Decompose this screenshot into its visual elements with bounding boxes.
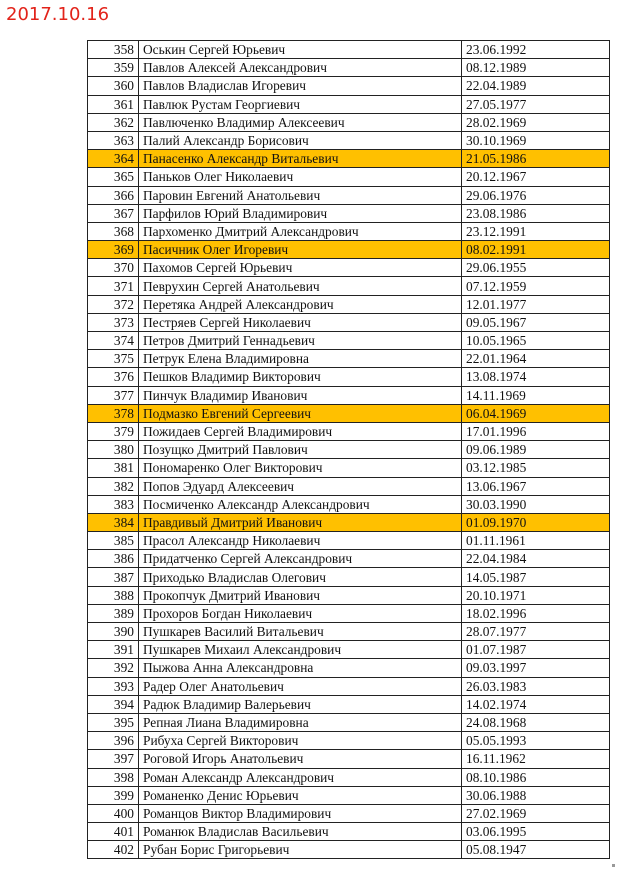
- full-name-cell: Пешков Владимир Викторович: [139, 368, 462, 386]
- birth-date-cell: 20.10.1971: [462, 586, 610, 604]
- row-number-cell: 366: [88, 186, 139, 204]
- page-corner-mark: [612, 864, 615, 867]
- table-row: [88, 459, 610, 477]
- full-name-cell: Придатченко Сергей Александрович: [139, 550, 462, 568]
- full-name-cell: Панасенко Александр Витальевич: [139, 150, 462, 168]
- row-number-cell: 365: [88, 168, 139, 186]
- full-name-cell: Пахомов Сергей Юрьевич: [139, 259, 462, 277]
- table-row: [88, 222, 610, 240]
- birth-date-cell: 23.06.1992: [462, 41, 610, 59]
- row-number-cell: 384: [88, 513, 139, 531]
- table-row: [88, 695, 610, 713]
- birth-date-cell: 28.02.1969: [462, 113, 610, 131]
- full-name-cell: Позущко Дмитрий Павлович: [139, 441, 462, 459]
- full-name-cell: Пушкарев Михаил Александрович: [139, 641, 462, 659]
- birth-date-cell: 24.08.1968: [462, 713, 610, 731]
- birth-date-cell: 22.04.1989: [462, 77, 610, 95]
- birth-date-cell: 27.02.1969: [462, 804, 610, 822]
- row-number-cell: 386: [88, 550, 139, 568]
- table-row: [88, 131, 610, 149]
- full-name-cell: Паньков Олег Николаевич: [139, 168, 462, 186]
- full-name-cell: Пинчук Владимир Иванович: [139, 386, 462, 404]
- row-number-cell: 373: [88, 313, 139, 331]
- row-number-cell: 399: [88, 786, 139, 804]
- table-row: [88, 441, 610, 459]
- birth-date-cell: 08.10.1986: [462, 768, 610, 786]
- table-row: [88, 623, 610, 641]
- full-name-cell: Посмиченко Александр Александрович: [139, 495, 462, 513]
- row-number-cell: 387: [88, 568, 139, 586]
- row-number-cell: 360: [88, 77, 139, 95]
- birth-date-cell: 14.02.1974: [462, 695, 610, 713]
- birth-date-cell: 23.08.1986: [462, 204, 610, 222]
- full-name-cell: Правдивый Дмитрий Иванович: [139, 513, 462, 531]
- row-number-cell: 367: [88, 204, 139, 222]
- full-name-cell: Пестряев Сергей Николаевич: [139, 313, 462, 331]
- full-name-cell: Певрухин Сергей Анатольевич: [139, 277, 462, 295]
- birth-date-cell: 08.02.1991: [462, 241, 610, 259]
- birth-date-cell: 05.08.1947: [462, 841, 610, 859]
- table-row: [88, 550, 610, 568]
- birth-date-cell: 17.01.1996: [462, 422, 610, 440]
- row-number-cell: 383: [88, 495, 139, 513]
- table-row: [88, 586, 610, 604]
- full-name-cell: Прасол Александр Николаевич: [139, 532, 462, 550]
- full-name-cell: Павлюченко Владимир Алексеевич: [139, 113, 462, 131]
- full-name-cell: Рибуха Сергей Викторович: [139, 732, 462, 750]
- birth-date-cell: 09.05.1967: [462, 313, 610, 331]
- birth-date-cell: 01.07.1987: [462, 641, 610, 659]
- row-number-cell: 398: [88, 768, 139, 786]
- table-row: [88, 113, 610, 131]
- full-name-cell: Петрук Елена Владимировна: [139, 350, 462, 368]
- row-number-cell: 379: [88, 422, 139, 440]
- table-row: [88, 77, 610, 95]
- birth-date-cell: 10.05.1965: [462, 332, 610, 350]
- birth-date-cell: 14.11.1969: [462, 386, 610, 404]
- birth-date-cell: 14.05.1987: [462, 568, 610, 586]
- birth-date-cell: 29.06.1955: [462, 259, 610, 277]
- table-row: [88, 604, 610, 622]
- row-number-cell: 395: [88, 713, 139, 731]
- birth-date-cell: 27.05.1977: [462, 95, 610, 113]
- table-row: [88, 841, 610, 859]
- row-number-cell: 364: [88, 150, 139, 168]
- birth-date-cell: 23.12.1991: [462, 222, 610, 240]
- birth-date-cell: 22.01.1964: [462, 350, 610, 368]
- row-number-cell: 385: [88, 532, 139, 550]
- full-name-cell: Пасичник Олег Игоревич: [139, 241, 462, 259]
- full-name-cell: Оськин Сергей Юрьевич: [139, 41, 462, 59]
- row-number-cell: 363: [88, 131, 139, 149]
- table-row: [88, 804, 610, 822]
- table-row: [88, 768, 610, 786]
- row-number-cell: 396: [88, 732, 139, 750]
- birth-date-cell: 05.05.1993: [462, 732, 610, 750]
- full-name-cell: Павлов Владислав Игоревич: [139, 77, 462, 95]
- birth-date-cell: 28.07.1977: [462, 623, 610, 641]
- birth-date-cell: 09.03.1997: [462, 659, 610, 677]
- row-number-cell: 388: [88, 586, 139, 604]
- table-row: [88, 532, 610, 550]
- row-number-cell: 378: [88, 404, 139, 422]
- table-row: [88, 477, 610, 495]
- row-number-cell: 381: [88, 459, 139, 477]
- row-number-cell: 359: [88, 59, 139, 77]
- row-number-cell: 391: [88, 641, 139, 659]
- birth-date-cell: 30.03.1990: [462, 495, 610, 513]
- birth-date-cell: 03.12.1985: [462, 459, 610, 477]
- birth-date-cell: 13.08.1974: [462, 368, 610, 386]
- birth-date-cell: 01.09.1970: [462, 513, 610, 531]
- full-name-cell: Петров Дмитрий Геннадьевич: [139, 332, 462, 350]
- document-date-title: 2017.10.16: [6, 4, 110, 25]
- table-row: [88, 713, 610, 731]
- row-number-cell: 393: [88, 677, 139, 695]
- row-number-cell: 361: [88, 95, 139, 113]
- table-row: [88, 168, 610, 186]
- row-number-cell: 362: [88, 113, 139, 131]
- full-name-cell: Радер Олег Анатольевич: [139, 677, 462, 695]
- table-row: [88, 823, 610, 841]
- table-row: [88, 259, 610, 277]
- table-row: [88, 750, 610, 768]
- full-name-cell: Попов Эдуард Алексеевич: [139, 477, 462, 495]
- full-name-cell: Павлюк Рустам Георгиевич: [139, 95, 462, 113]
- row-number-cell: 397: [88, 750, 139, 768]
- birth-date-cell: 16.11.1962: [462, 750, 610, 768]
- full-name-cell: Рубан Борис Григорьевич: [139, 841, 462, 859]
- row-number-cell: 375: [88, 350, 139, 368]
- birth-date-cell: 26.03.1983: [462, 677, 610, 695]
- table-row: [88, 350, 610, 368]
- full-name-cell: Пархоменко Дмитрий Александрович: [139, 222, 462, 240]
- table-row: [88, 41, 610, 59]
- table-row: [88, 422, 610, 440]
- table-row: [88, 295, 610, 313]
- table-row: [88, 659, 610, 677]
- birth-date-cell: 03.06.1995: [462, 823, 610, 841]
- full-name-cell: Романенко Денис Юрьевич: [139, 786, 462, 804]
- birth-date-cell: 21.05.1986: [462, 150, 610, 168]
- birth-date-cell: 20.12.1967: [462, 168, 610, 186]
- row-number-cell: 376: [88, 368, 139, 386]
- full-name-cell: Прокопчук Дмитрий Иванович: [139, 586, 462, 604]
- table-row: [88, 786, 610, 804]
- persons-table-body: [88, 41, 610, 859]
- table-row: [88, 495, 610, 513]
- full-name-cell: Парфилов Юрий Владимирович: [139, 204, 462, 222]
- table-row: [88, 204, 610, 222]
- row-number-cell: 374: [88, 332, 139, 350]
- row-number-cell: 389: [88, 604, 139, 622]
- table-row: [88, 186, 610, 204]
- table-row: [88, 59, 610, 77]
- table-row: [88, 332, 610, 350]
- table-row: [88, 404, 610, 422]
- row-number-cell: 358: [88, 41, 139, 59]
- full-name-cell: Паровин Евгений Анатольевич: [139, 186, 462, 204]
- full-name-cell: Пономаренко Олег Викторович: [139, 459, 462, 477]
- row-number-cell: 368: [88, 222, 139, 240]
- full-name-cell: Роговой Игорь Анатольевич: [139, 750, 462, 768]
- full-name-cell: Приходько Владислав Олегович: [139, 568, 462, 586]
- full-name-cell: Пыжова Анна Александровна: [139, 659, 462, 677]
- row-number-cell: 392: [88, 659, 139, 677]
- birth-date-cell: 29.06.1976: [462, 186, 610, 204]
- table-row: [88, 150, 610, 168]
- row-number-cell: 371: [88, 277, 139, 295]
- full-name-cell: Палий Александр Борисович: [139, 131, 462, 149]
- birth-date-cell: 13.06.1967: [462, 477, 610, 495]
- full-name-cell: Роман Александр Александрович: [139, 768, 462, 786]
- full-name-cell: Пушкарев Василий Витальевич: [139, 623, 462, 641]
- table-row: [88, 241, 610, 259]
- table-row: [88, 677, 610, 695]
- table-row: [88, 386, 610, 404]
- persons-table: [87, 40, 610, 859]
- table-row: [88, 313, 610, 331]
- birth-date-cell: 30.10.1969: [462, 131, 610, 149]
- full-name-cell: Павлов Алексей Александрович: [139, 59, 462, 77]
- row-number-cell: 370: [88, 259, 139, 277]
- table-row: [88, 732, 610, 750]
- full-name-cell: Репная Лиана Владимировна: [139, 713, 462, 731]
- table-row: [88, 95, 610, 113]
- birth-date-cell: 08.12.1989: [462, 59, 610, 77]
- table-row: [88, 368, 610, 386]
- birth-date-cell: 06.04.1969: [462, 404, 610, 422]
- table-row: [88, 277, 610, 295]
- full-name-cell: Перетяка Андрей Александрович: [139, 295, 462, 313]
- birth-date-cell: 01.11.1961: [462, 532, 610, 550]
- birth-date-cell: 30.06.1988: [462, 786, 610, 804]
- full-name-cell: Прохоров Богдан Николаевич: [139, 604, 462, 622]
- full-name-cell: Пожидаев Сергей Владимирович: [139, 422, 462, 440]
- full-name-cell: Романцов Виктор Владимирович: [139, 804, 462, 822]
- table-row: [88, 568, 610, 586]
- row-number-cell: 390: [88, 623, 139, 641]
- full-name-cell: Радюк Владимир Валерьевич: [139, 695, 462, 713]
- row-number-cell: 401: [88, 823, 139, 841]
- birth-date-cell: 22.04.1984: [462, 550, 610, 568]
- birth-date-cell: 07.12.1959: [462, 277, 610, 295]
- row-number-cell: 369: [88, 241, 139, 259]
- row-number-cell: 382: [88, 477, 139, 495]
- full-name-cell: Романюк Владислав Васильевич: [139, 823, 462, 841]
- birth-date-cell: 12.01.1977: [462, 295, 610, 313]
- birth-date-cell: 18.02.1996: [462, 604, 610, 622]
- table-row: [88, 641, 610, 659]
- row-number-cell: 402: [88, 841, 139, 859]
- birth-date-cell: 09.06.1989: [462, 441, 610, 459]
- full-name-cell: Подмазко Евгений Сергеевич: [139, 404, 462, 422]
- row-number-cell: 400: [88, 804, 139, 822]
- row-number-cell: 377: [88, 386, 139, 404]
- row-number-cell: 380: [88, 441, 139, 459]
- row-number-cell: 372: [88, 295, 139, 313]
- table-row: [88, 513, 610, 531]
- row-number-cell: 394: [88, 695, 139, 713]
